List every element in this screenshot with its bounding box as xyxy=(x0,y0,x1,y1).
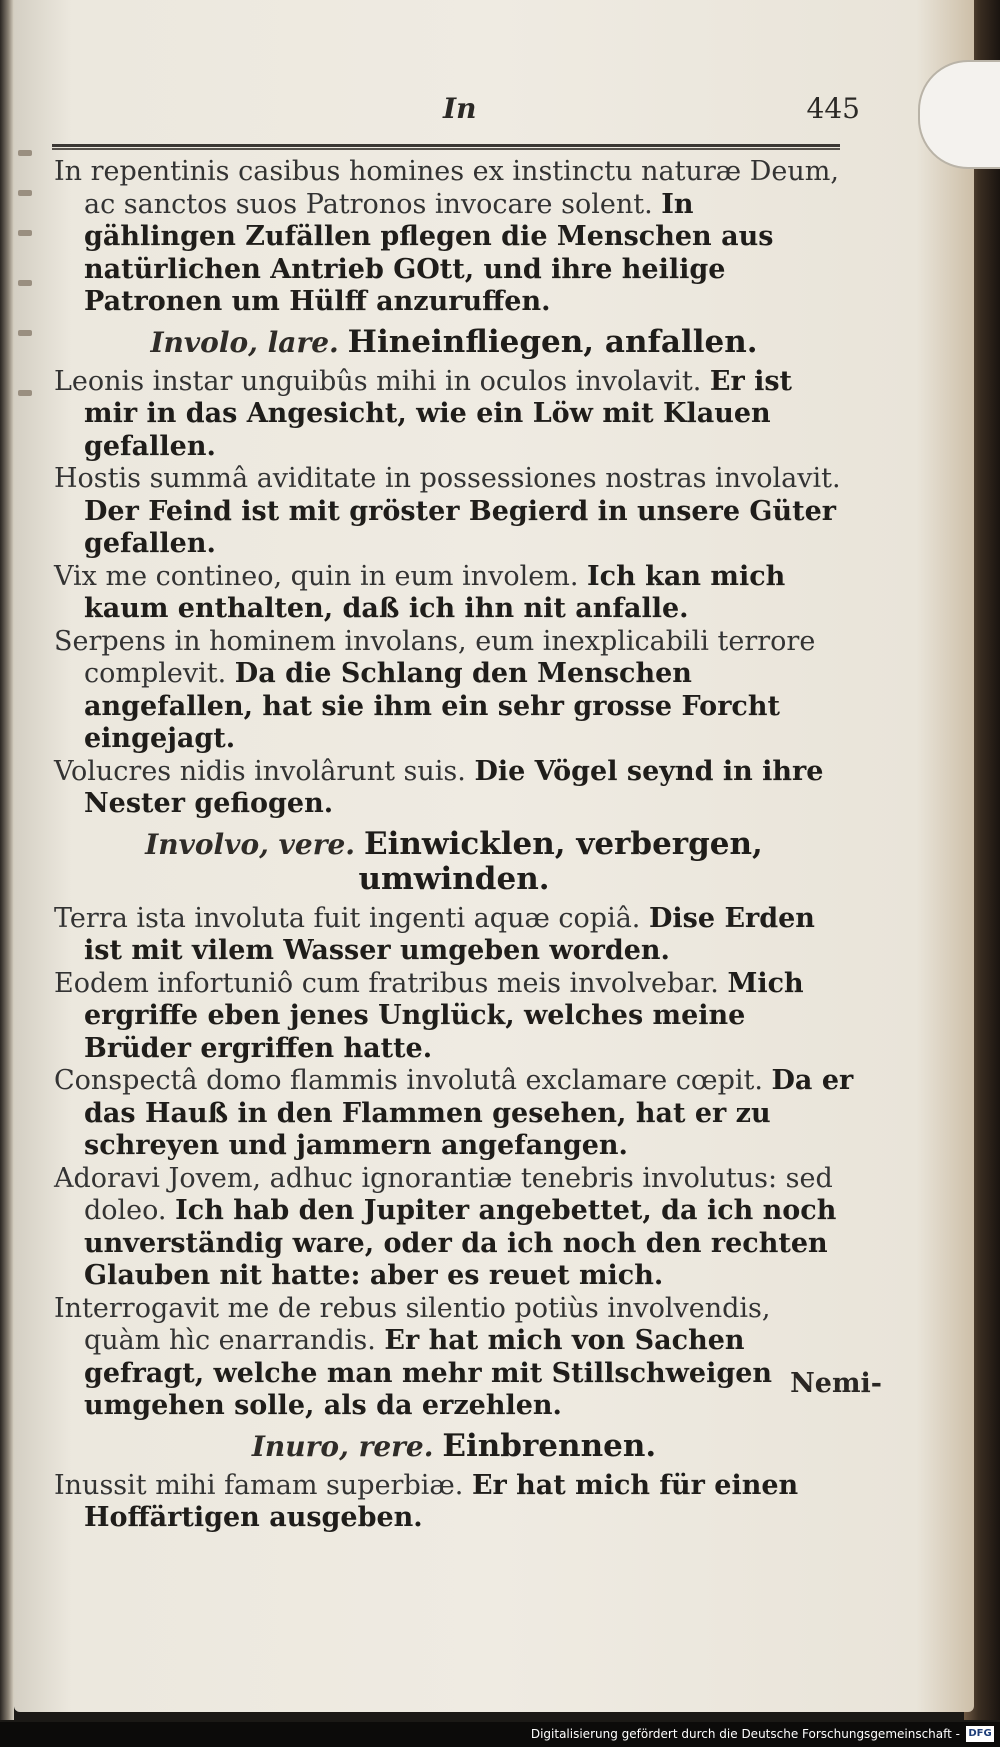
running-head: In xyxy=(443,92,477,125)
headword xyxy=(54,319,854,366)
entry-row xyxy=(54,1293,854,1423)
german-translation: Ich hab den Jupiter angebettet, da ich noch unverständig ware, oder da ich noch den rechten Glauben nit hatte: aber es reuet mich. xyxy=(84,1195,837,1291)
german-translation: Mich ergriffe eben jenes Unglück, welches meine Brüder ergriffen hatte. xyxy=(84,967,804,1064)
latin-phrase: Inussit mihi famam superbiæ. xyxy=(54,1469,464,1501)
entry-row xyxy=(54,968,854,1066)
german-translation: Er ist mir in das Angesicht, wie ein Löw mit Klauen gefallen. xyxy=(84,365,793,462)
headword-german: Einbrennen. xyxy=(442,1427,657,1464)
headword-german: Einwicklen, verbergen, umwinden. xyxy=(358,825,763,897)
german-translation: Die Vögel seynd in ihre Nester gefiogen. xyxy=(84,755,824,819)
entry-row xyxy=(54,156,854,319)
entry-row xyxy=(54,1470,854,1535)
latin-phrase: Eodem infortuniô cum fratribus meis involvebar. xyxy=(54,967,719,999)
entry-row xyxy=(54,903,854,968)
digitization-footer xyxy=(0,1722,1000,1747)
german-translation: Da er das Hauß in den Flammen gesehen, hat er zu schreyen und jammern angefangen. xyxy=(84,1065,854,1161)
latin-phrase: In repentinis casibus homines ex instinctu naturæ Deum, ac sanctos suos Patronos invocare solent. xyxy=(54,156,839,220)
entry-row xyxy=(54,756,854,821)
latin-phrase: Vix me contineo, quin in eum involem. xyxy=(54,560,579,592)
latin-phrase: Conspectâ domo flammis involutâ exclamare cœpit. xyxy=(54,1065,763,1096)
latin-phrase: Serpens in hominem involans, eum inexplicabili terrore complevit. xyxy=(54,625,816,689)
entry-row xyxy=(54,1065,854,1163)
page-tab-marker xyxy=(918,60,1000,169)
dfg-logo-icon: DFG xyxy=(966,1726,994,1742)
book-left-edge xyxy=(0,0,14,1720)
latin-phrase: Hostis summâ aviditate in possessiones nostras involavit. xyxy=(54,463,841,494)
headword xyxy=(54,1423,854,1470)
entry-row xyxy=(54,463,854,561)
headword-latin: Involvo, vere. xyxy=(145,827,356,861)
binding-gutter xyxy=(14,150,44,470)
header-rule xyxy=(52,144,840,151)
german-translation: Der Feind ist mit gröster Begierd in unsere Güter gefallen. xyxy=(84,495,836,559)
entry-row xyxy=(54,366,854,464)
headword xyxy=(54,821,854,903)
footer-credit: Digitalisierung gefördert durch die Deutsche Forschungsgemeinschaft - xyxy=(530,1727,960,1741)
entry-row xyxy=(54,561,854,626)
headword-latin: Inuro, rere. xyxy=(251,1429,434,1463)
german-translation: Er hat mich für einen Hoffärtigen ausgeben. xyxy=(84,1469,799,1533)
page-number: 445 xyxy=(806,92,860,125)
german-translation: Da die Schlang den Menschen angefallen, hat sie ihm ein sehr grosse Forcht eingejagt. xyxy=(84,658,780,754)
page-header xyxy=(40,88,860,128)
latin-phrase: Terra ista involuta fuit ingenti aquæ copiâ. xyxy=(54,902,641,934)
latin-phrase: Interrogavit me de rebus silentio potiùs involvendis, quàm hìc enarrandis. xyxy=(54,1292,771,1356)
latin-phrase: Volucres nidis involârunt suis. xyxy=(54,755,466,787)
catchword: Nemi- xyxy=(790,1368,882,1399)
headword-latin: Involo, lare. xyxy=(150,325,339,359)
german-translation: In gählingen Zufällen pflegen die Menschen aus natürlichen Antrieb GOtt, und ihre heilige Patronen um Hülff anzuruffen. xyxy=(84,188,774,317)
german-translation: Er hat mich von Sachen gefragt, welche man mehr mit Stillschweigen umgehen solle, als da erzehlen. xyxy=(84,1325,773,1421)
entry-row xyxy=(54,626,854,756)
entry-row xyxy=(54,1163,854,1293)
german-translation: Ich kan mich kaum enthalten, daß ich ihn nit anfalle. xyxy=(84,560,786,624)
latin-phrase: Adoravi Jovem, adhuc ignorantiæ tenebris involutus: sed doleo. xyxy=(54,1162,833,1226)
german-translation: Dise Erden ist mit vilem Wasser umgeben worden. xyxy=(84,902,815,966)
latin-phrase: Leonis instar unguibûs mihi in oculos involavit. xyxy=(54,365,702,397)
headword-german: Hineinfliegen, anfallen. xyxy=(347,323,758,360)
dictionary-content xyxy=(54,156,854,1535)
